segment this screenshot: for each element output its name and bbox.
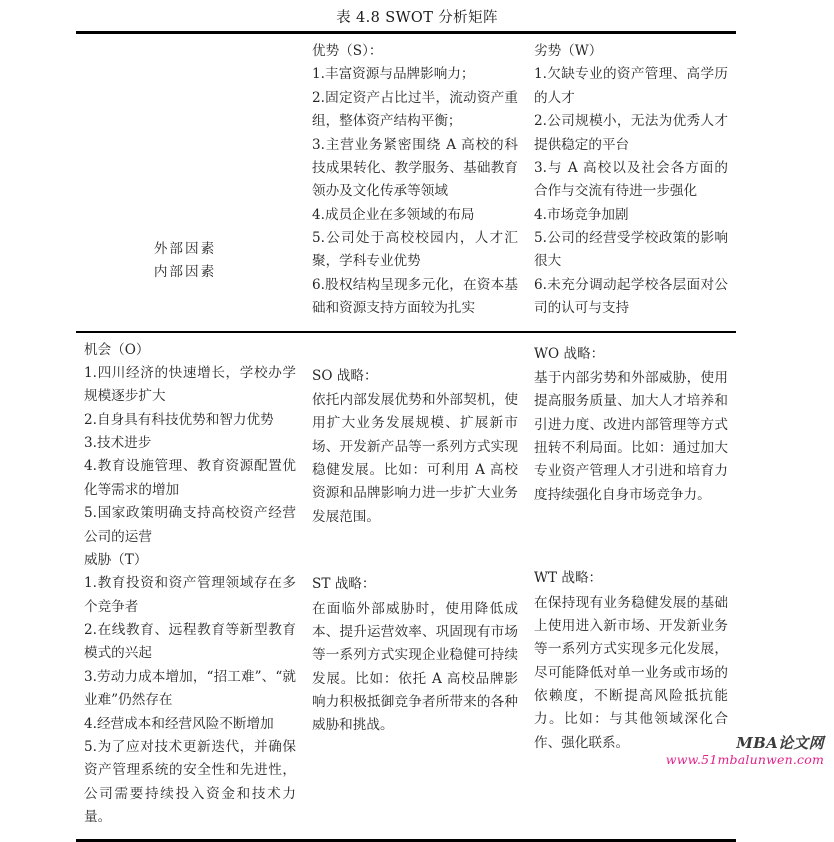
weaknesses-title: 劣势（W） xyxy=(534,43,603,59)
strengths-item-4: 4.成员企业在多领域的布局 xyxy=(312,206,475,223)
threats-item-2: 2.在线教育、远程教育等新型教育模式的兴起 xyxy=(84,622,296,662)
wt-strategy-title: WT 战略： xyxy=(534,570,603,587)
st-strategy-body: 在面临外部威胁时，使用降低成本、提升运营效率、巩固现有市场等一系列方式实现企业稳健可持续发展。比如：依托 A 高校品牌影响力积极抵御竞争者所带来的各种威胁和挑战。 xyxy=(312,600,518,734)
weaknesses-item-1: 1.欠缺专业的资产管理、高学历的人才 xyxy=(534,66,728,106)
opportunities-item-2: 2.自身具有科技优势和智力优势 xyxy=(84,411,274,428)
strengths-cell xyxy=(304,33,526,332)
threats-item-1: 1.教育投资和资产管理领域存在多个竞争者 xyxy=(84,575,296,615)
strengths-item-1: 1.丰富资源与品牌影响力； xyxy=(312,66,475,83)
so-strategy-block xyxy=(312,365,518,530)
so-st-strategy-cell xyxy=(304,332,526,841)
threats-item-3: 3.劳动力成本增加，“招工难”、“就业难”仍然存在 xyxy=(84,668,296,709)
external-factor-label: 外部因素 xyxy=(153,241,217,257)
watermark-url: www.51mbalunwen.com xyxy=(665,751,824,767)
watermark-brand: MBA论文网 xyxy=(736,734,824,753)
axis-factor-cell xyxy=(76,33,304,332)
wt-strategy-block xyxy=(534,567,728,755)
st-strategy-block xyxy=(312,573,518,738)
strengths-item-2: 2.固定资产占比过半，流动资产重组，整体资产结构平衡； xyxy=(312,89,518,130)
opportunities-threats-cell xyxy=(76,332,304,841)
opportunities-item-4: 4.教育设施管理、教育资源配置优化等需求的增加 xyxy=(84,458,296,498)
opportunities-item-5: 5.国家政策明确支持高校资产经营公司的运营 xyxy=(84,505,296,545)
opportunities-title: 机会（O） xyxy=(84,341,150,358)
wo-strategy-body: 基于内部劣势和外部威胁，使用提高服务质量、加大人才培养和引进力度、改进内部管理等方式扭转不利局面。比如：通过加大专业资产管理人才引进和培育力度持续强化自身市场竞争力。 xyxy=(534,369,728,503)
wo-wt-strategy-cell xyxy=(526,332,736,841)
swot-matrix-table xyxy=(76,31,736,842)
weaknesses-item-5: 5.公司的经营受学校政策的影响很大 xyxy=(534,230,728,270)
so-strategy-title: SO 战略： xyxy=(312,367,378,384)
strengths-item-6: 6.股权结构呈现多元化，在资本基础和资源支持方面较为扎实 xyxy=(312,276,518,317)
table-row xyxy=(76,332,736,841)
strengths-title: 优势（S）： xyxy=(312,43,383,59)
wt-strategy-body: 在保持现有业务稳健发展的基础上使用进入新市场、开发新业务等一系列方式实现多元化发展，尽可能降低对单一业务或市场的依赖度，不断提高风险抵抗能力。比如：与其他领域深化合作、强化联系。 xyxy=(534,594,728,751)
threats-item-4: 4.经营成本和经营风险不断增加 xyxy=(84,715,274,732)
st-strategy-title: ST 战略： xyxy=(312,576,376,593)
weaknesses-cell xyxy=(526,33,736,332)
weaknesses-item-6: 6.未充分调动起学校各层面对公司的认可与支持 xyxy=(534,276,728,317)
threats-item-5: 5.为了应对技术更新迭代，并确保资产管理系统的安全性和先进性，公司需要持续投入资金和技术力量。 xyxy=(84,738,296,825)
opportunities-item-1: 1.四川经济的快速增长，学校办学规模逐步扩大 xyxy=(84,364,296,405)
wo-strategy-title: WO 战略： xyxy=(534,345,605,362)
weaknesses-item-3: 3.与 A 高校以及社会各方面的合作与交流有待进一步强化 xyxy=(534,159,728,200)
wo-strategy-block xyxy=(534,343,728,508)
threats-title: 威胁（T） xyxy=(84,551,148,568)
table-row xyxy=(76,33,736,332)
strengths-item-3: 3.主营业务紧密围绕 A 高校的科技成果转化、教学服务、基础教育领办及文化传承等领域 xyxy=(312,136,518,200)
strengths-item-5: 5.公司处于高校校园内，人才汇聚，学科专业优势 xyxy=(312,230,518,270)
weaknesses-item-4: 4.市场竞争加剧 xyxy=(534,206,629,223)
weaknesses-item-2: 2.公司规模小，无法为优秀人才提供稳定的平台 xyxy=(534,113,728,153)
internal-factor-label: 内部因素 xyxy=(153,264,217,281)
table-caption: 表 4.8 SWOT 分析矩阵 xyxy=(336,10,498,26)
axis-factor-labels xyxy=(84,238,296,285)
so-strategy-body: 依托内部发展优势和外部契机，使用扩大业务发展规模、扩展新市场、开发新产品等一系列方式实现稳健发展。比如：可利用 A 高校资源和品牌影响力进一步扩大业务发展范围。 xyxy=(312,391,518,525)
opportunities-item-3: 3.技术进步 xyxy=(84,435,152,451)
